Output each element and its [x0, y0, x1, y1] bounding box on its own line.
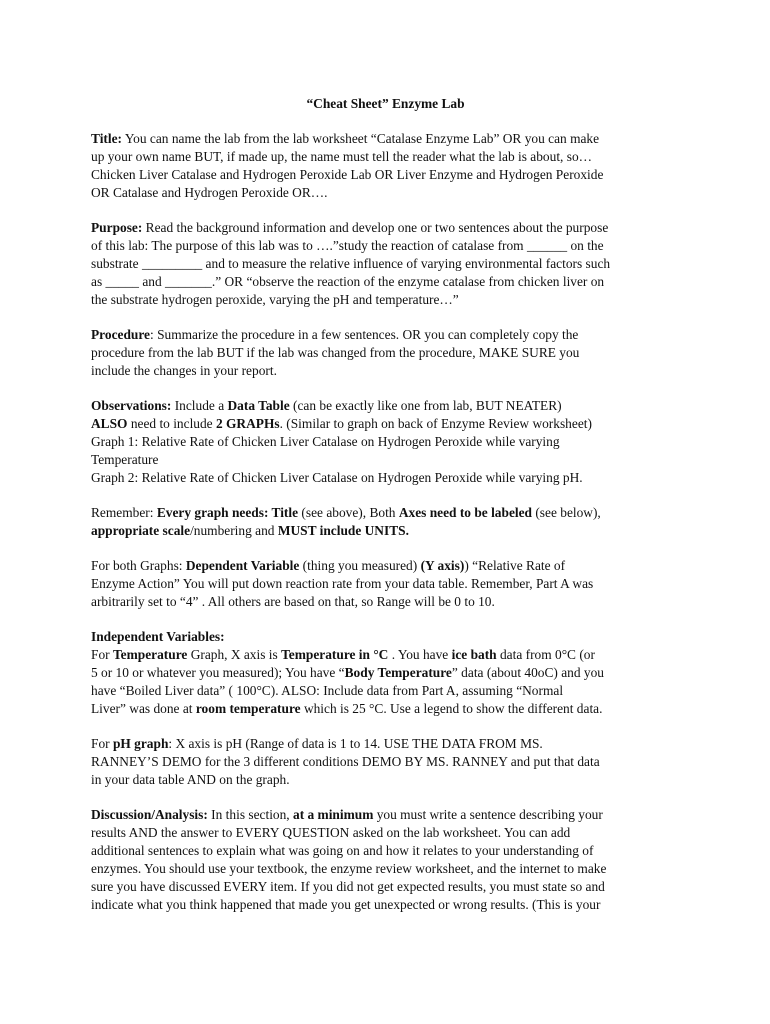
text-run: results AND the answer to EVERY QUESTION asked on the lab worksheet. You can add: [91, 825, 571, 840]
text-run: need to include: [127, 416, 216, 431]
purpose-section: [91, 219, 680, 309]
text-run: For: [91, 647, 113, 662]
text-run: . (Similar to graph on back of Enzyme Review worksheet): [279, 416, 592, 431]
text-line: [91, 273, 680, 291]
text-run: the substrate hydrogen peroxide, varying the pH and temperature…”: [91, 292, 459, 307]
text-line: [91, 842, 680, 860]
text-run: which is 25 °C. Use a legend to show the different data.: [300, 701, 603, 716]
text-line: [91, 148, 680, 166]
text-line: [91, 682, 680, 700]
text-line: [91, 219, 680, 237]
text-line: [91, 735, 680, 753]
dependent-variable-section: [91, 557, 680, 611]
text-run: indicate what you think happened that made you get unexpected or wrong results. (This is your: [91, 897, 601, 912]
text-line: [91, 326, 680, 344]
bold-text: Axes need to be labeled: [398, 505, 532, 520]
text-line: [91, 291, 680, 309]
discussion-section: [91, 806, 680, 914]
text-line: [91, 344, 680, 362]
text-run: (thing you measured): [299, 558, 421, 573]
text-run: 5 or 10 or whatever you measured); You have “: [91, 665, 345, 680]
text-run: arbitrarily set to “4” . All others are based on that, so Range will be 0 to 10.: [91, 594, 495, 609]
text-run: up your own name BUT, if made up, the name must tell the reader what the lab is about, so…: [91, 149, 593, 164]
text-line: [91, 237, 680, 255]
observations-section: [91, 397, 680, 487]
text-line: [91, 664, 680, 682]
bold-text: pH graph: [112, 736, 169, 751]
text-run: In this section,: [207, 807, 293, 822]
bold-text: Temperature: [112, 647, 188, 662]
bold-text: at a minimum: [293, 807, 374, 822]
text-line: [91, 806, 680, 824]
bold-text: ALSO: [91, 416, 128, 431]
bold-text: Procedure: [91, 327, 151, 342]
text-run: /numbering and: [190, 523, 278, 538]
bold-text: Title:: [91, 131, 122, 146]
text-run: : X axis is pH (Range of data is 1 to 14. USE THE DATA FROM MS.: [168, 736, 543, 751]
text-run: Include a: [171, 398, 228, 413]
bold-text: Discussion/Analysis:: [91, 807, 208, 822]
bold-text: (Y axis): [420, 558, 465, 573]
document-body: [91, 130, 680, 914]
text-line: [91, 700, 680, 718]
text-line: [91, 469, 680, 487]
bold-text: Every graph needs: Title: [156, 505, 299, 520]
text-run: Enzyme Action” You will put down reaction rate from your data table. Remember, Part A was: [91, 576, 594, 591]
bold-text: Dependent Variable: [185, 558, 300, 573]
text-line: [91, 522, 680, 540]
bold-text: MUST include UNITS.: [277, 523, 409, 538]
text-line: [91, 397, 680, 415]
bold-text: ice bath: [451, 647, 497, 662]
text-run: include the changes in your report.: [91, 363, 277, 378]
text-run: RANNEY’S DEMO for the 3 different conditions DEMO BY MS. RANNEY and put that data: [91, 754, 600, 769]
text-run: : Summarize the procedure in a few sentences. OR you can completely copy the: [150, 327, 579, 342]
text-run: (see below),: [532, 505, 601, 520]
text-line: [91, 255, 680, 273]
text-run: Temperature: [91, 452, 159, 467]
text-run: have “Boiled Liver data” ( 100°C). ALSO: Include data from Part A, assuming “Normal: [91, 683, 564, 698]
bold-text: Body Temperature: [344, 665, 452, 680]
independent-variables-section: [91, 628, 680, 718]
text-run: of this lab: The purpose of this lab was to ….”study the reaction of catalase from ______ on the: [91, 238, 604, 253]
text-run: Liver” was done at: [91, 701, 196, 716]
text-run: Chicken Liver Catalase and Hydrogen Peroxide Lab OR Liver Enzyme and Hydrogen Peroxide: [91, 167, 604, 182]
text-run: Remember:: [91, 505, 157, 520]
text-run: . You have: [388, 647, 452, 662]
text-line: [91, 878, 680, 896]
text-run: sure you have discussed EVERY item. If you did not get expected results, you must state so and: [91, 879, 605, 894]
text-run: in your data table AND on the graph.: [91, 772, 290, 787]
text-run: You can name the lab from the lab worksheet “Catalase Enzyme Lab” OR you can make: [122, 131, 600, 146]
text-line: [91, 771, 680, 789]
text-run: Graph 1: Relative Rate of Chicken Liver Catalase on Hydrogen Peroxide while varying: [91, 434, 560, 449]
text-line: [91, 824, 680, 842]
remember-section: [91, 504, 680, 540]
text-run: OR Catalase and Hydrogen Peroxide OR….: [91, 185, 328, 200]
text-run: For: [91, 736, 113, 751]
bold-text: Data Table: [227, 398, 290, 413]
text-line: [91, 451, 680, 469]
text-run: ) “Relative Rate of: [464, 558, 566, 573]
text-line: [91, 433, 680, 451]
ph-graph-section: [91, 735, 680, 789]
text-run: (can be exactly like one from lab, BUT NEATER): [289, 398, 562, 413]
text-line: [91, 860, 680, 878]
text-line: [91, 362, 680, 380]
text-line: [91, 166, 680, 184]
bold-text: Observations:: [91, 398, 172, 413]
text-line: [91, 896, 680, 914]
text-line: [91, 628, 680, 646]
text-run: For both Graphs:: [91, 558, 186, 573]
title-section: [91, 130, 680, 202]
text-run: (see above), Both: [298, 505, 399, 520]
text-run: you must write a sentence describing your: [373, 807, 603, 822]
text-run: enzymes. You should use your textbook, the enzyme review worksheet, and the internet to make: [91, 861, 607, 876]
text-run: Graph, X axis is: [187, 647, 282, 662]
bold-text: appropriate scale: [91, 523, 191, 538]
text-line: [91, 557, 680, 575]
text-line: [91, 575, 680, 593]
text-run: Read the background information and develop one or two sentences about the purpose: [142, 220, 609, 235]
text-run: ” data (about 40oC) and you: [451, 665, 604, 680]
bold-text: Independent Variables:: [91, 629, 225, 644]
text-run: as _____ and _______.” OR “observe the reaction of the enzyme catalase from chicken liver on: [91, 274, 605, 289]
text-run: procedure from the lab BUT if the lab was changed from the procedure, MAKE SURE you: [91, 345, 580, 360]
text-line: [91, 753, 680, 771]
text-run: substrate _________ and to measure the relative influence of varying environmental factors such: [91, 256, 611, 271]
text-run: additional sentences to explain what was going on and how it relates to your understanding of: [91, 843, 594, 858]
procedure-section: [91, 326, 680, 380]
text-run: Graph 2: Relative Rate of Chicken Liver Catalase on Hydrogen Peroxide while varying pH.: [91, 470, 583, 485]
text-line: [91, 504, 680, 522]
document-title: “Cheat Sheet” Enzyme Lab: [306, 96, 465, 111]
bold-text: Temperature in °C: [281, 647, 389, 662]
text-line: [91, 646, 680, 664]
text-run: data from 0°C (or: [496, 647, 595, 662]
text-line: [91, 415, 680, 433]
bold-text: 2 GRAPHs: [215, 416, 280, 431]
text-line: [91, 130, 680, 148]
bold-text: Purpose:: [91, 220, 143, 235]
text-line: [91, 593, 680, 611]
text-line: [91, 184, 680, 202]
bold-text: room temperature: [195, 701, 301, 716]
